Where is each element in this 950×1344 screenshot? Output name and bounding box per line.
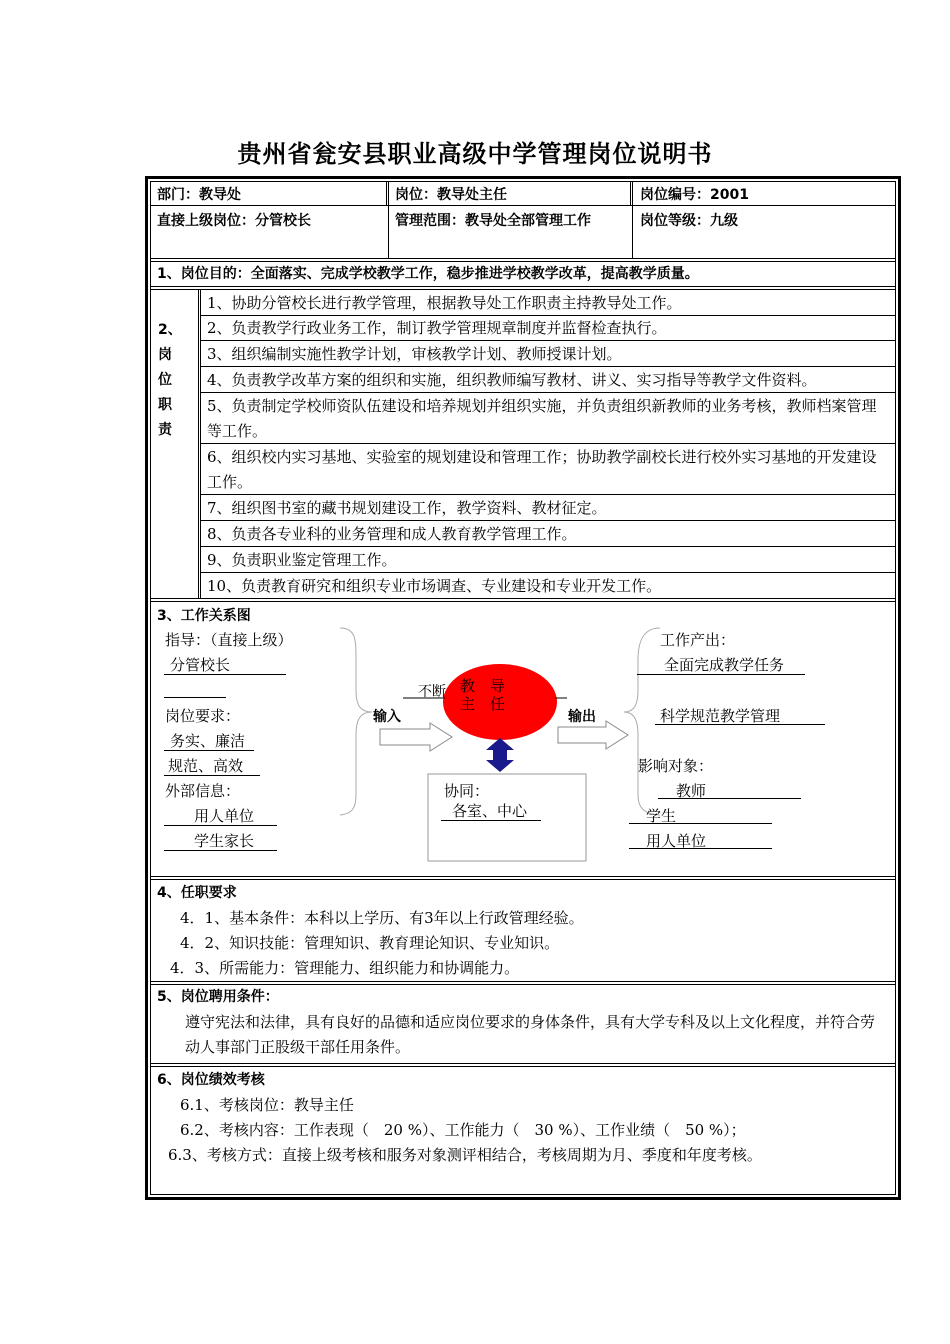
underline bbox=[637, 674, 805, 675]
continuous-label: 不断 bbox=[418, 684, 446, 700]
section-divider bbox=[150, 876, 895, 880]
underline bbox=[629, 848, 772, 849]
performance-item: 6.2、考核内容：工作表现（ 20 %）、工作能力（ 30 %）、工作业绩（ 50 %）； bbox=[180, 1121, 746, 1139]
duty-item: 2、负责教学行政业务工作，制订教学管理规章制度并监督检查执行。 bbox=[207, 319, 667, 337]
performance-item: 6.1、考核岗位：教导主任 bbox=[180, 1096, 354, 1114]
ext-1: 用人单位 bbox=[194, 807, 255, 825]
position-code-cell: 岗位编号：2001 bbox=[640, 187, 749, 203]
page-title: 贵州省瓮安县职业高级中学管理岗位说明书 bbox=[237, 140, 713, 168]
req-label: 岗位要求： bbox=[165, 707, 241, 725]
performance-item: 6.3、考核方式：直接上级考核和服务对象测评相结合，考核周期为月、季度和年度考核。 bbox=[168, 1146, 762, 1164]
relations-heading: 3、工作关系图 bbox=[157, 608, 251, 624]
guide-value: 分管校长 bbox=[170, 656, 231, 674]
center-text-2: 主 任 bbox=[460, 695, 506, 713]
duty-item: 1、协助分管校长进行教学管理，根据教导处工作职责主持教导处工作。 bbox=[207, 294, 682, 312]
requirement-item: 4．2、知识技能：管理知识、教育理论知识、专业知识。 bbox=[180, 934, 560, 952]
coop-value: 各室、中心 bbox=[452, 802, 528, 820]
req-1: 务实、廉洁 bbox=[170, 732, 246, 750]
impact-3: 用人单位 bbox=[646, 832, 707, 850]
purpose-row: 1、岗位目的：全面落实、完成学校教学工作，稳步推进学校教学改革，提高教学质量。 bbox=[157, 266, 699, 282]
impact-2: 学生 bbox=[646, 807, 677, 825]
dept-cell: 部门：教导处 bbox=[157, 187, 241, 203]
position-cell: 岗位：教导处主任 bbox=[395, 187, 507, 203]
duty-item: 6、组织校内实习基地、实验室的规划建设和管理工作；协助教学副校长进行校外实习基地的开发建设工作。 bbox=[207, 448, 877, 491]
impact-label: 影响对象： bbox=[638, 757, 714, 775]
duty-item: 10、负责教育研究和组织专业市场调查、专业建设和专业开发工作。 bbox=[207, 577, 662, 595]
duty-label-4: 职 bbox=[158, 397, 172, 413]
duty-item: 3、组织编制实施性教学计划，审核教学计划、教师授课计划。 bbox=[207, 345, 622, 363]
duty-label-3: 位 bbox=[158, 372, 172, 388]
hiring-text: 遵守宪法和法律，具有良好的品德和适应岗位要求的身体条件，具有大学专科及以上文化程度，并符合劳动人事部门正股级干部任用条件。 bbox=[185, 1013, 876, 1056]
underline bbox=[655, 724, 825, 725]
hiring-heading: 5、岗位聘用条件： bbox=[157, 989, 279, 1005]
center-text-1: 教 导 bbox=[460, 677, 506, 695]
duty-item: 9、负责职业鉴定管理工作。 bbox=[207, 551, 397, 569]
duty-item: 7、组织图书室的藏书规划建设工作，教学资料、教材征定。 bbox=[207, 499, 607, 517]
requirement-item: 4．3、所需能力：管理能力、组织能力和协调能力。 bbox=[170, 959, 520, 977]
duty-label-5: 责 bbox=[158, 422, 172, 438]
ext-2: 学生家长 bbox=[194, 832, 255, 850]
req-2: 规范、高效 bbox=[168, 757, 244, 775]
input-label: 输入 bbox=[373, 709, 401, 725]
underline bbox=[441, 820, 541, 821]
output-1: 全面完成教学任务 bbox=[664, 656, 785, 674]
grade-cell: 岗位等级：九级 bbox=[640, 213, 738, 229]
duty-label-1: 2、 bbox=[158, 322, 182, 338]
left-brace bbox=[340, 628, 372, 815]
section-divider bbox=[150, 1063, 895, 1067]
output-2: 科学规范教学管理 bbox=[660, 707, 781, 725]
duty-label-2: 岗 bbox=[158, 347, 172, 363]
duty-item: 4、负责教学改革方案的组织和实施，组织教师编写教材、讲义、实习指导等教学文件资料。 bbox=[207, 371, 817, 389]
duty-item: 8、负责各专业科的业务管理和成人教育教学管理工作。 bbox=[207, 525, 577, 543]
performance-heading: 6、岗位绩效考核 bbox=[157, 1072, 265, 1088]
coordination-arrow-icon bbox=[486, 738, 514, 772]
requirements-heading: 4、任职要求 bbox=[157, 885, 237, 901]
guide-label: 指导：（直接上级） bbox=[165, 631, 293, 649]
requirement-item: 4．1、基本条件：本科以上学历、有3年以上行政管理经验。 bbox=[180, 909, 584, 927]
output-label: 输出 bbox=[568, 709, 596, 725]
coop-label: 协同： bbox=[444, 782, 490, 800]
ext-label: 外部信息： bbox=[165, 782, 241, 800]
underline bbox=[658, 798, 801, 799]
duty-item: 5、负责制定学校师资队伍建设和培养规划并组织实施，并负责组织新教师的业务考核，教师档案管理等工作。 bbox=[207, 397, 877, 440]
superior-cell: 直接上级岗位：分管校长 bbox=[157, 213, 311, 229]
scope-cell: 管理范围：教导处全部管理工作 bbox=[395, 213, 591, 229]
impact-1: 教师 bbox=[676, 782, 707, 800]
output-label-heading: 工作产出： bbox=[660, 631, 736, 649]
right-brace bbox=[624, 628, 660, 815]
underline bbox=[629, 823, 772, 824]
